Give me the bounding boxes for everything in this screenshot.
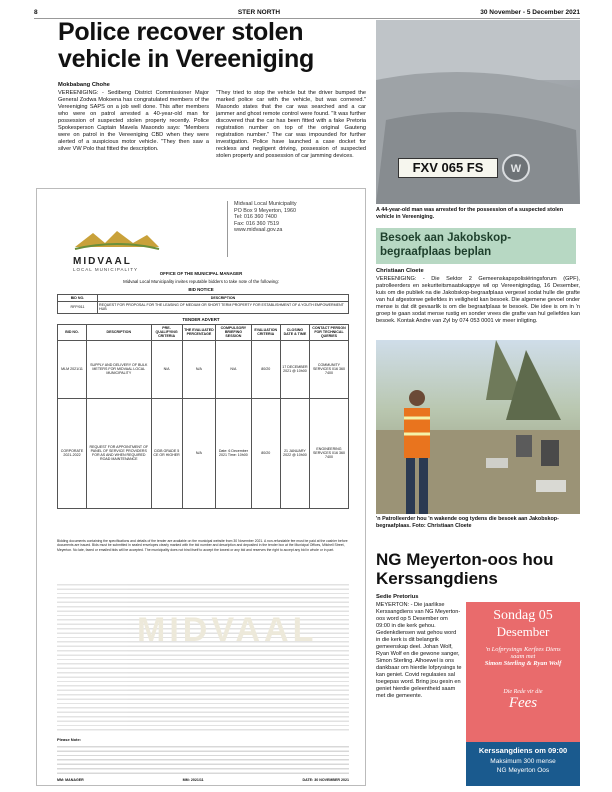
bid-notice-title: BID NOTICE xyxy=(188,287,214,292)
cemetery-caption: 'n Patrolleerder hou 'n wakende oog tydens die besoek aan Jakobskop-begraafplaas. Foto: Christiaan Cloete xyxy=(376,516,559,529)
tender-footer: MM: MANAGER MM: 2021/11 DATE: 30 NOVEMBER 2021 xyxy=(57,778,349,782)
watermark-logo: MIDVAAL xyxy=(137,611,318,649)
logo-sub: LOCAL MUNICIPALITY xyxy=(73,267,139,272)
story2-headline: Besoek aan Jakobskop-begraafplaas beplan xyxy=(380,232,512,258)
story1-headline: Police recover stolen vehicle in Vereeniging xyxy=(58,18,314,73)
paper-name: STER NORTH xyxy=(237,9,281,16)
ad-line3: Simon Sterling & Ryan Wolf xyxy=(484,660,562,667)
bid-notice-table: BID NO. DESCRIPTION RFP/011 REQUEST FOR PROPOSAL FOR THE LEASING OF MEDIUM OR SHORT TERM PROPERTY FOR ESTABLISHMENT OF A YOUTH EMPOWERMENT HUB xyxy=(57,294,349,314)
office-title: OFFICE OF THE MUNICIPAL MANAGER xyxy=(159,271,243,276)
ad-line2: saam met xyxy=(510,653,536,660)
story1-col2: "They tried to stop the vehicle but the driver bumped the marked police car with the vehicle, but was cornered." Masondo states that the car was searched and a car jammer and ghost remote control were found. "It was further discovered that the car has been fitted with a fake Pretoria registration number on top of the original Gauteng registration number." The car was impounded for further investigation. Police have launched a case docket for reckless and negligent driving, possession of suspected stolen property and possession of car jamming devices. xyxy=(216,90,366,159)
story3-text: MEYERTON: - Die jaarlikse Kerssangdiens van NG Meyerton-oos word op 5 Desember om 09:00 in die kerk gehou. Gedenkdiensen wat gehou word in die kerk is dit belangrik gemeenskap deel. Johan Wolf, Ryan Wolf en die gewone sanger, Simon Sterling. Alhoewel is ons dankbaar om hierdie lofprysings te kan geniet. Covid regulasies sal toegepas word. Bring jou gesin en geniet hierdie geleentheid saam met die gemeente. xyxy=(376,602,462,699)
story3-headline: NG Meyerton-oos hou Kerssangdiens xyxy=(376,550,554,588)
car-caption: A 44-year-old man was arrested for the possession of a suspected stolen vehicle in Vereeniging. xyxy=(376,207,564,220)
ad-line1: 'n Lofprysings Kerfees Diens xyxy=(485,646,561,653)
tender-table: BID NO. DESCRIPTION PRE-QUALIFYING CRITERIA THE EVALUATED PERCENTAGE COMPULSORY BRIEFING SESSION EVALUATION CRITERIA CLOSING DATE & TIME CONTACT PERSON FOR TECHNICAL QUERIES MLM 2021/11 SUPPLY AND DELIVERY OF BULK METERS FOR MIDVAAL LOCAL MUNICIPALITY N/A N/A N/A 80/20 17 DECEMBER 2021 @ 10h00 COMMUNITY SERVICES 016 360 7400 CORPORATE 2021-2022 REQUEST FOR APPOINTMENT OF PANEL OF SERVICE PROVIDERS FOR AS AND WHEN REQUIRED ROAD MAINTENANCE CIDB GRADE 5 CE OR HIGHER N/A Date: 6 December 2021 Time: 10h00 80/20 21 JANUARY 2022 @ 10h00 ENGINEERING SERVICES 016 360 7400 xyxy=(57,324,349,509)
midvaal-logo xyxy=(73,229,161,272)
notice-line: Midvaal Local Municipality invites reputable bidders to take note of the following: xyxy=(123,279,279,284)
logo-name: MIDVAAL xyxy=(73,256,132,267)
ad-info-band xyxy=(466,742,580,786)
issue-date: 30 November - 5 December 2021 xyxy=(480,9,580,16)
ad-max: Maksimum 300 mense xyxy=(490,758,556,765)
tender-fine-print: Bidding documents containing the specifications and details of the tender are available on the municipal website from 30 November 2021. A non-refundable fee must be paid at the cashier before documents are issued. Bids must be submitted in sealed envelopes clearly marked with the bid number and description and deposited in the tender box at the Municipal Offices, Mitchell Street, Meyerton. No late, faxed or emailed bids will be accepted. The municipality does not bind itself to accept the lowest or any bid and reserves the right to accept any bid in whole or in part. xyxy=(57,539,348,552)
story1-col1: VEREENIGING: - Sedibeng District Commissioner Major General Zodwa Mokoena has congratulated members of the Vereeniging SAPS on a job well done. This after members who were on patrol arrested a 40-year-old man for possession of suspected stolen property recently. Police Spokesperson Captain Mavela Masondo says: "Members were on patrol in the Vereeniging CBD when they were alerted of a suspicious motor vehicle. "They then saw a silver VW Polo that fitted the description. xyxy=(58,90,209,152)
tender-conditions xyxy=(57,581,349,731)
ad-motto2: Fees xyxy=(508,695,538,711)
notes-list xyxy=(57,743,349,775)
ad-place: NG Meyerton Oos xyxy=(496,767,550,774)
kerssangdiens-advert xyxy=(466,602,580,786)
cemetery-photo xyxy=(376,340,580,514)
number-plate: FXV 065 FS xyxy=(398,158,498,178)
story2-text: VEREENIGING: - Die Sektor 2 Gemeenskapspolisiëringsforum (GPF), patrolleerders en sekuriteitsmaatskappye wil op Vereenigingdag, 16 Desember, kuis om die publiek na die Jakobskop-begraafplaas vergesel sodat hulle die grafte van hul afgestorwe geliefdes in veiligheid kan besoek. Die algemene gevoel onder mense is dat dit gevaarlik is om die begraafplaas te besoek. Die idee is om in 'n groep te gaan sodat mense rustig en sonder vrees die grafte van hul geliefdes kan besoek. Kontak Andre van Zyl by 074 053 0001 vir meer inligting. xyxy=(376,276,580,324)
ad-motto: Die Rede vir die xyxy=(503,689,543,695)
car-photo xyxy=(376,20,580,204)
story3-byline: Sedie Pretorius xyxy=(376,594,419,600)
ad-month: Desember xyxy=(496,624,550,639)
municipal-address: Midvaal Local Municipality PO Box 9 Meyerton, 1960 Tel: 016 360 7400 Fax: 016 360 7519 www.midvaal.gov.za xyxy=(227,201,337,257)
tender-advert-title: TENDER ADVERT xyxy=(182,317,220,322)
ad-day: Sondag 05 xyxy=(493,608,553,623)
page-number: 8 xyxy=(34,9,38,16)
ad-event: Kerssangdiens om 09:00 xyxy=(478,746,568,755)
story2-headline-bar xyxy=(376,228,576,264)
svg-text:W: W xyxy=(510,163,522,175)
story1-byline: Mokbabang Chohe xyxy=(58,82,110,88)
tender-advert xyxy=(36,188,366,786)
story2-byline: Christiaan Cloete xyxy=(376,268,424,274)
please-note: Please Note: xyxy=(57,737,82,742)
